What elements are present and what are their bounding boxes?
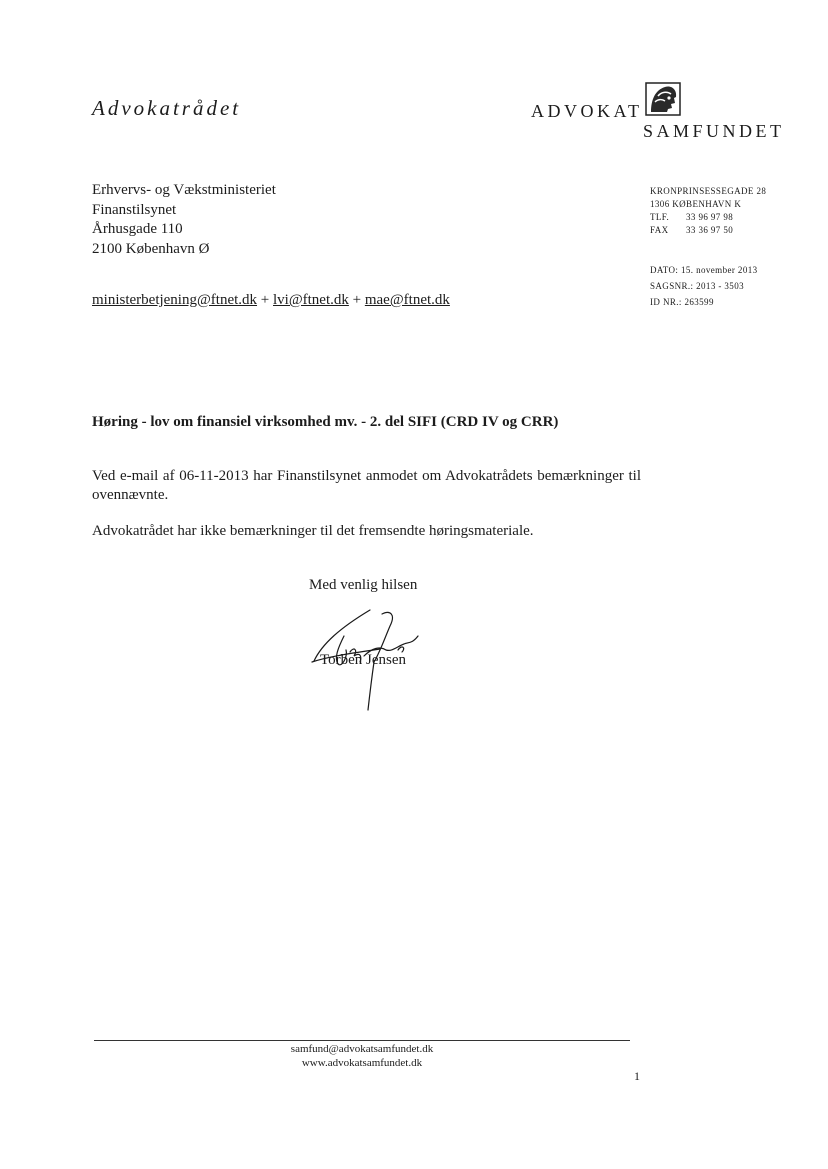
phone-label: TLF. (650, 212, 670, 222)
sender-fax (650, 224, 766, 237)
sender-street: KRONPRINSESSEGADE 28 (650, 186, 767, 196)
recipient-line: Erhvervs- og Vækstministeriet (92, 182, 276, 198)
handwritten-signature (302, 606, 432, 714)
closing-phrase: Med venlig hilsen (309, 577, 418, 593)
email-separator: + (352, 292, 362, 308)
footer-website-link[interactable]: www.advokatsamfundet.dk (301, 1057, 423, 1069)
fax-label: FAX (650, 225, 669, 235)
email-link-ministerbetjening[interactable]: ministerbetjening@ftnet.dk (92, 292, 258, 308)
reference-block (650, 262, 758, 310)
body-paragraph: Ved e-mail af 06-11-2013 har Finanstilsynet anmodet om Advokatrådets bemærkninger til ovennævnte. (92, 468, 641, 503)
signatory-name: Torben Jensen (320, 652, 407, 668)
footer-email-link[interactable]: samfund@advokatsamfundet.dk (290, 1043, 434, 1055)
letter-date: DATO: 15. november 2013 (650, 265, 758, 275)
footer (94, 1042, 630, 1070)
phone-number: 33 96 97 98 (686, 212, 734, 222)
logo-text-samfundet: SAMFUNDET (643, 121, 785, 141)
recipient-address (92, 181, 276, 259)
recipient-line: Finanstilsynet (92, 201, 177, 218)
helmet-head-emblem-icon (645, 82, 681, 116)
letter-subject: Høring - lov om finansiel virksomhed mv. - 2. del SIFI (CRD IV og CRR) (92, 414, 559, 430)
email-link-lvi[interactable]: lvi@ftnet.dk (273, 292, 349, 308)
email-link-mae[interactable]: mae@ftnet.dk (364, 292, 450, 308)
sender-city: 1306 KØBENHAVN K (650, 199, 742, 209)
logo-text-advokat: ADVOKAT (531, 101, 643, 121)
case-number: SAGSNR.: 2013 - 3503 (650, 281, 745, 291)
sender-contact-block (650, 185, 766, 237)
fax-number: 33 36 97 50 (686, 225, 734, 235)
council-name: Advokatrådet (92, 96, 242, 120)
recipient-emails (92, 292, 450, 309)
recipient-line: Århusgade 110 (92, 221, 183, 237)
id-number: ID NR.: 263599 (650, 297, 714, 307)
body-paragraph: Advokatrådet har ikke bemærkninger til det fremsendte høringsmateriale. (92, 523, 534, 539)
footer-divider (94, 1040, 630, 1041)
sender-phone (650, 211, 766, 224)
email-separator: + (260, 292, 270, 308)
recipient-line: 2100 København Ø (92, 240, 210, 257)
page-number: 1 (634, 1069, 640, 1083)
